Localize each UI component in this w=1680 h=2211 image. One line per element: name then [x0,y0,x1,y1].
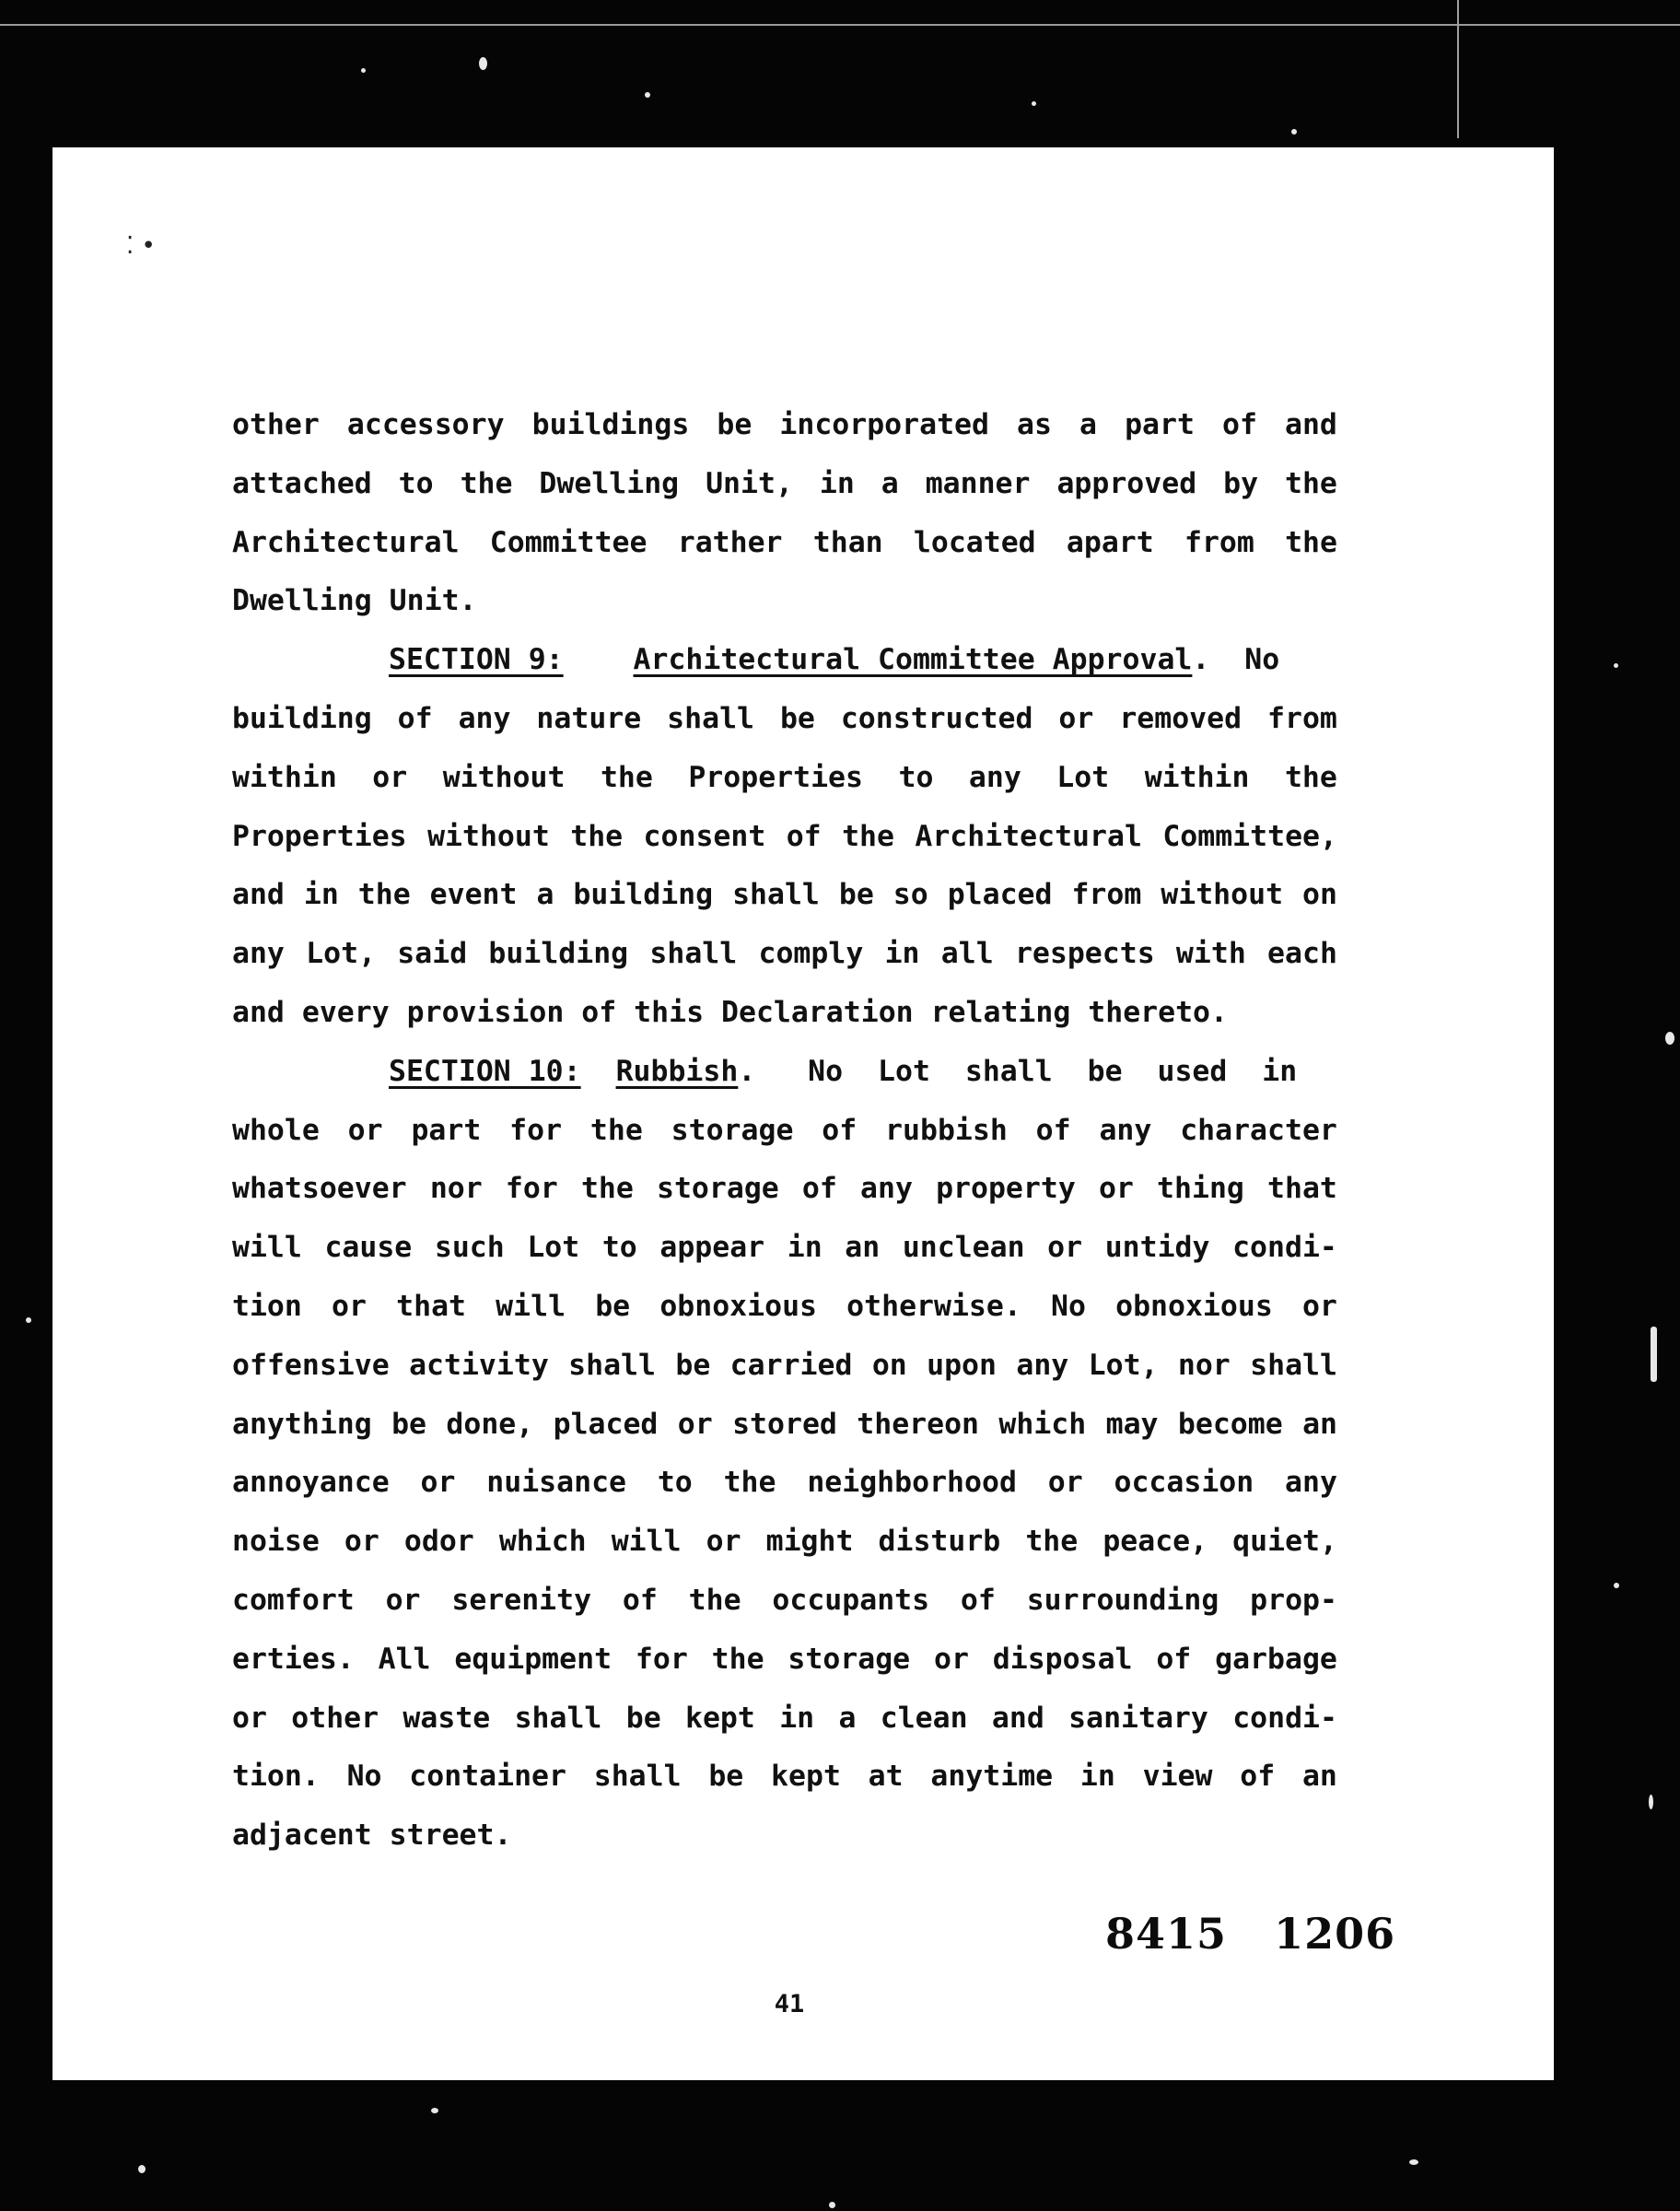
word: Committee, [1162,819,1337,853]
text-line [232,1396,1337,1455]
word: anytime [930,1760,1054,1794]
word: or [420,1466,456,1500]
word: Architectural [232,525,460,559]
word: be [675,1348,711,1382]
document-page [52,147,1554,2080]
text-line [232,1102,1337,1161]
margin-smudge: ⁚ • [126,232,156,260]
scan-crop-line-vertical [1457,0,1459,138]
word: neighborhood [807,1466,1017,1500]
word: All [378,1642,431,1676]
section-10-title: Rubbish [615,1054,739,1088]
word: a [536,878,554,912]
text-line [232,1160,1337,1219]
word: of [1035,1113,1071,1147]
word: nor [1177,1348,1231,1382]
word: without [1161,878,1284,912]
word: nature [536,701,642,735]
word: tion. [232,1760,320,1794]
word: annoyance [232,1466,390,1500]
word: or [372,760,408,794]
word: manner [925,466,1031,500]
word: or [706,1525,741,1559]
word: any [860,1172,913,1206]
word: on [871,1348,907,1382]
word: shall [568,1348,656,1382]
word: the [723,1466,776,1500]
word: nuisance [486,1466,626,1500]
word: may [1105,1407,1159,1441]
word: obnoxious [659,1289,817,1323]
text-line: Dwelling Unit. [232,584,477,618]
text-line [232,1278,1337,1337]
word: part [1125,408,1195,441]
word: be [625,1701,661,1735]
word: said [397,937,468,971]
word: building [573,878,714,912]
word: within [232,760,337,794]
word: view [1142,1760,1213,1794]
text-line [232,1631,1337,1690]
word: garbage [1215,1642,1337,1676]
text-line [232,1337,1337,1396]
word: kept [685,1701,755,1735]
section-9-heading [232,631,1337,690]
word: Properties [688,760,863,794]
text-line [232,1690,1337,1749]
text-line [232,1454,1337,1513]
word: shall [732,878,820,912]
scan-speck [138,2165,146,2173]
word: the [570,819,624,853]
word: than [812,525,883,559]
word: clean [880,1701,968,1735]
word: Architectural [915,819,1142,853]
text-line [232,808,1337,867]
word: waste [402,1701,491,1735]
text-line: adjacent street. [232,1819,512,1853]
word: from [1184,525,1254,559]
word: untidy [1104,1231,1210,1265]
word: accessory [346,408,505,441]
word: for [635,1642,688,1676]
word: the [688,1583,741,1617]
recording-stamp: 8415 1206 [1105,1909,1396,1959]
word: rubbish [885,1113,1008,1147]
word: each [1267,937,1337,971]
word: any [1016,1348,1069,1382]
word: so [892,878,928,912]
word: Lot [527,1231,580,1265]
body-text [232,396,1337,1866]
word: the [589,1113,643,1147]
word: constructed [840,701,1033,735]
word: offensive [232,1348,390,1382]
word: comply [758,937,864,971]
word: property [936,1172,1076,1206]
word: that [1267,1172,1337,1206]
word: and [991,1701,1044,1735]
word: of [1221,408,1257,441]
word: be [595,1289,631,1323]
text-line [232,925,1337,984]
word: in [787,1231,822,1265]
word: within [1144,760,1250,794]
word: condi- [1232,1231,1337,1265]
word: be [779,701,815,735]
word: incorporated [779,408,989,441]
word: attached [232,466,372,500]
word: any [232,937,285,971]
word: the [600,760,653,794]
scan-speck [26,1317,31,1323]
word: unclean [902,1231,1025,1265]
scan-speck [1409,2159,1418,2165]
word: upon [927,1348,997,1382]
word: or [1098,1172,1134,1206]
word: shall [649,937,738,971]
scan-speck [829,2202,835,2208]
word: with [1175,937,1246,971]
word: in [884,937,920,971]
word: other [232,408,320,441]
section-9-title: Architectural Committee Approval [633,643,1193,677]
scan-speck [1032,101,1036,106]
word: placed [553,1407,659,1441]
word: as [1017,408,1052,441]
section-9-number: SECTION 9: [389,643,564,677]
word: disturb [878,1525,1001,1559]
word: shall [593,1760,682,1794]
word: by [1223,466,1259,500]
word: serenity [451,1583,592,1617]
section-10-number: SECTION 10: [389,1054,581,1088]
word: a [1079,408,1097,441]
word: without [442,760,566,794]
text-line [232,396,1337,455]
word: of [822,1113,858,1147]
word: will [611,1525,682,1559]
text-line: and every provision of this Declaration relating thereto. [232,995,1228,1029]
word: the [842,819,894,853]
word: Unit, [706,466,793,500]
section-10-heading-tail: . No Lot shall be used in [738,1054,1298,1088]
word: anything [232,1407,372,1441]
word: thing [1157,1172,1244,1206]
word: to [398,466,434,500]
text-line [232,1572,1337,1631]
word: an [1301,1760,1337,1794]
word: removed [1119,701,1242,735]
word: in [819,466,855,500]
word: odor [403,1525,474,1559]
word: the [1285,525,1337,559]
word: building [232,701,372,735]
word: rather [677,525,783,559]
text-line [232,1219,1337,1278]
word: or [344,1525,379,1559]
word: for [509,1113,563,1147]
word: of [786,819,822,853]
word: consent [643,819,766,853]
word: an [1302,1407,1337,1441]
word: buildings [531,408,690,441]
scan-speck [1614,1583,1619,1588]
word: shall [1250,1348,1337,1382]
word: any [1285,1466,1337,1500]
word: to [898,760,934,794]
word: quiet, [1232,1525,1337,1559]
word: and [1284,408,1337,441]
word: occasion [1114,1466,1254,1500]
word: or [677,1407,713,1441]
scan-speck [1291,129,1297,135]
word: character [1180,1113,1337,1147]
word: for [505,1172,558,1206]
word: will [496,1289,566,1323]
word: activity [409,1348,549,1382]
word: such [434,1231,505,1265]
word: or [1058,701,1094,735]
word: or [385,1583,421,1617]
word: which [998,1407,1087,1441]
word: apart [1066,525,1154,559]
word: a [838,1701,857,1735]
text-line [232,866,1337,925]
word: the [1285,466,1337,500]
word: part [411,1113,482,1147]
word: without [427,819,550,853]
word: storage [671,1113,794,1147]
word: in [303,878,339,912]
scan-speck [645,92,650,98]
word: be [717,408,752,441]
word: be [708,1760,744,1794]
word: to [601,1231,637,1265]
section-9-heading-tail: . No [1192,643,1280,677]
word: other [291,1701,379,1735]
page-number: 41 [774,1990,805,2018]
word: or [1047,1231,1083,1265]
word: the [580,1172,634,1206]
word: a [881,466,899,500]
word: erties. [232,1642,355,1676]
word: or [934,1642,969,1676]
word: to [657,1466,693,1500]
word: will [232,1231,302,1265]
word: comfort [232,1583,355,1617]
scan-speck [1649,1795,1653,1809]
scan-speck [1665,1032,1674,1045]
word: approved [1056,466,1197,500]
word: in [779,1701,815,1735]
word: or [347,1113,383,1147]
word: or [1301,1289,1337,1323]
word: an [845,1231,881,1265]
scan-crop-line-horizontal [0,24,1680,26]
word: Lot, [1088,1348,1159,1382]
word: of [960,1583,996,1617]
word: in [1079,1760,1115,1794]
word: be [838,878,874,912]
word: or [232,1701,267,1735]
word: obnoxious [1115,1289,1273,1323]
word: tion [232,1289,302,1323]
word: shall [514,1701,602,1735]
word: Dwelling [539,466,680,500]
word: Lot [1056,760,1110,794]
word: or [1047,1466,1083,1500]
text-line [232,514,1337,573]
word: of [622,1583,658,1617]
scan-speck [1614,663,1618,668]
word: equipment [454,1642,612,1676]
word: carried [729,1348,853,1382]
word: thereon [857,1407,980,1441]
scan-speck [431,2108,438,2113]
word: of [397,701,433,735]
word: Properties [232,819,407,853]
word: No [1051,1289,1086,1323]
word: any [458,701,511,735]
word: condi- [1232,1701,1337,1735]
word: become [1177,1407,1283,1441]
word: occupants [772,1583,930,1617]
word: from [1071,878,1142,912]
word: surrounding [1026,1583,1219,1617]
word: of [801,1172,837,1206]
text-line [232,749,1337,808]
word: disposal [992,1642,1133,1676]
word: on [1302,878,1337,912]
word: event [429,878,518,912]
word: might [765,1525,854,1559]
word: the [1284,760,1337,794]
word: Lot, [306,937,377,971]
word: all [940,937,994,971]
word: or [332,1289,367,1323]
word: building [488,937,629,971]
text-line [232,1748,1337,1807]
word: any [1099,1113,1152,1147]
word: and [232,878,285,912]
word: prop- [1250,1583,1337,1617]
section-10-heading [232,1043,1337,1102]
word: No [346,1760,382,1794]
word: storage [788,1642,911,1676]
word: storage [657,1172,779,1206]
text-line [232,455,1337,514]
word: whole [232,1113,320,1147]
word: from [1267,701,1337,735]
word: stored [732,1407,837,1441]
word: noise [232,1525,320,1559]
text-line [232,690,1337,749]
word: peace, [1102,1525,1208,1559]
word: the [357,878,411,912]
word: Committee [489,525,648,559]
word: located [913,525,1036,559]
word: otherwise. [846,1289,1021,1323]
word: the [460,466,513,500]
word: kept [771,1760,841,1794]
word: be [391,1407,427,1441]
scan-speck [479,57,487,70]
text-line [232,1513,1337,1572]
word: the [1025,1525,1079,1559]
word: that [396,1289,466,1323]
word: placed [947,878,1053,912]
word: done, [446,1407,534,1441]
scan-speck [1651,1327,1657,1382]
word: at [868,1760,904,1794]
word: the [711,1642,764,1676]
word: cause [324,1231,413,1265]
scan-speck [361,68,366,73]
word: container [409,1760,566,1794]
word: shall [667,701,754,735]
word: any [968,760,1021,794]
word: appear [659,1231,765,1265]
word: whatsoever [232,1172,407,1206]
word: respects [1014,937,1155,971]
word: of [1156,1642,1192,1676]
word: which [498,1525,587,1559]
word: sanitary [1068,1701,1208,1735]
word: nor [429,1172,483,1206]
word: of [1240,1760,1276,1794]
